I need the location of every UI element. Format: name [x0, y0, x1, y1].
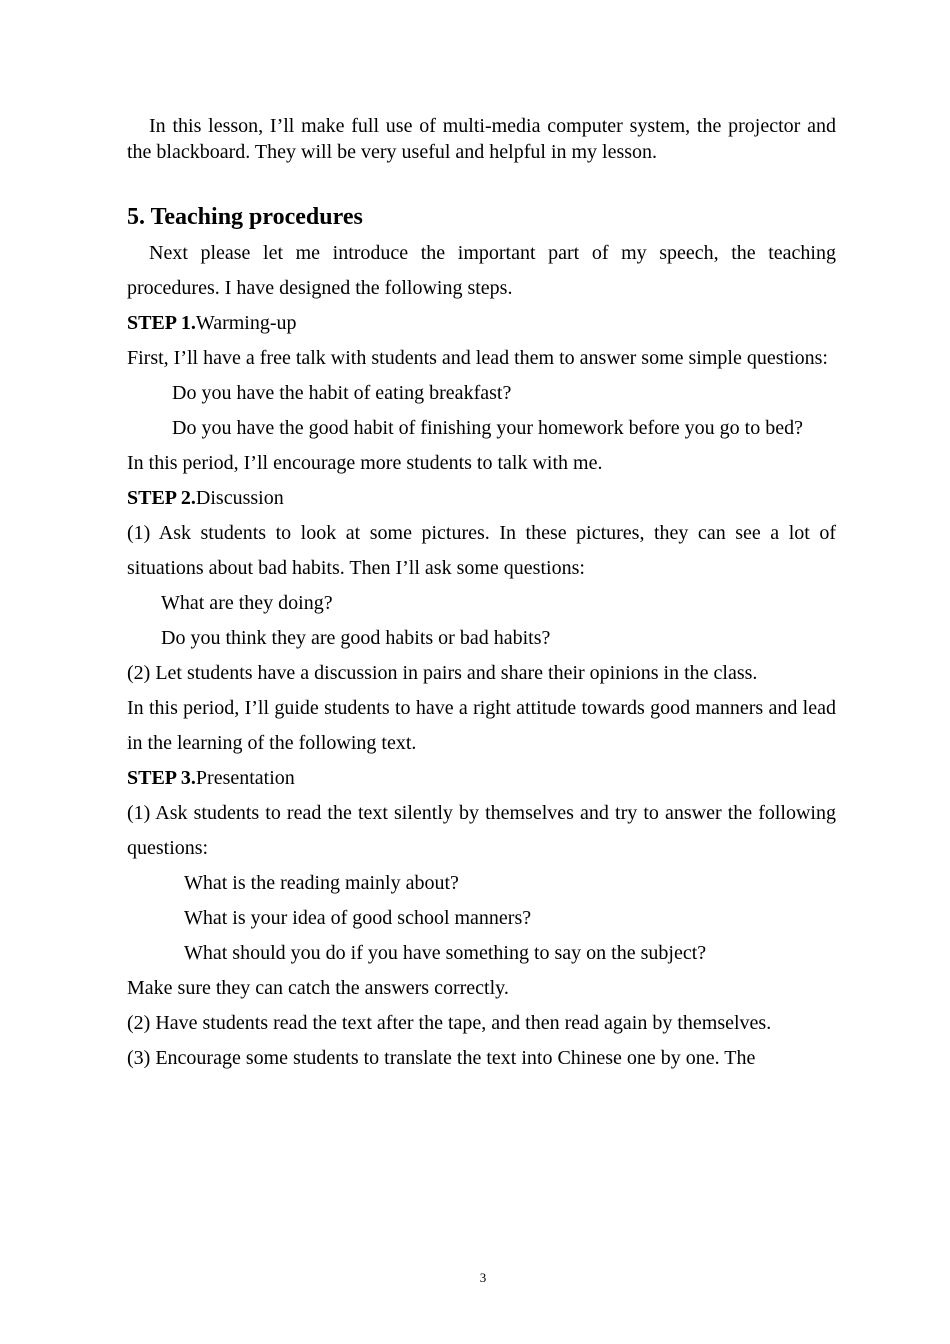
step1-question-2: Do you have the good habit of finishing your homework before you go to bed? — [172, 417, 803, 439]
step3-question-1: What is the reading mainly about? — [184, 872, 459, 894]
step1-question-1: Do you have the habit of eating breakfast? — [172, 382, 512, 404]
section-heading: 5. Teaching procedures — [127, 204, 363, 230]
step2-text-1: (1) Ask students to look at some pictures. In these pictures, they can see a lot of situations about bad habits. Then I’ll ask some questions: — [127, 522, 836, 579]
step2-question-2: Do you think they are good habits or bad habits? — [161, 627, 551, 649]
step3-question-3: What should you do if you have something to say on the subject? — [184, 942, 707, 964]
step1-label: STEP 1. — [127, 312, 196, 334]
step3-title: Presentation — [195, 767, 295, 789]
step1-title: Warming-up — [195, 312, 297, 334]
step3-text-1: (1) Ask students to read the text silently by themselves and try to answer the following questions: — [127, 802, 836, 859]
step2-text-2: (2) Let students have a discussion in pairs and share their opinions in the class. — [127, 662, 758, 684]
step1-closing: In this period, I’ll encourage more students to talk with me. — [127, 452, 603, 474]
step3-check: Make sure they can catch the answers correctly. — [127, 977, 509, 999]
step1-text: First, I’ll have a free talk with students and lead them to answer some simple questions: — [127, 347, 828, 369]
section-intro-paragraph: Next please let me introduce the important part of my speech, the teaching procedures. I have designed the following steps. — [127, 242, 836, 299]
page-number: 3 — [479, 1270, 487, 1285]
step3-label: STEP 3. — [127, 767, 196, 789]
step3-text-3: (3) Encourage some students to translate the text into Chinese one by one. The — [127, 1047, 756, 1069]
step2-label: STEP 2. — [127, 487, 196, 509]
step1-heading — [127, 306, 836, 341]
step2-heading — [127, 481, 836, 516]
step3-text-2: (2) Have students read the text after the tape, and then read again by themselves. — [127, 1012, 772, 1034]
intro-paragraph: In this lesson, I’ll make full use of multi-media computer system, the projector and the blackboard. They will be very useful and helpful in my lesson. — [127, 115, 836, 163]
step3-heading — [127, 761, 836, 796]
step2-closing: In this period, I’ll guide students to have a right attitude towards good manners and lead in the learning of the following text. — [127, 697, 836, 754]
step2-question-1: What are they doing? — [161, 592, 333, 614]
step3-question-2: What is your idea of good school manners? — [184, 907, 532, 929]
document-page — [127, 113, 836, 1076]
step2-title: Discussion — [195, 487, 284, 509]
